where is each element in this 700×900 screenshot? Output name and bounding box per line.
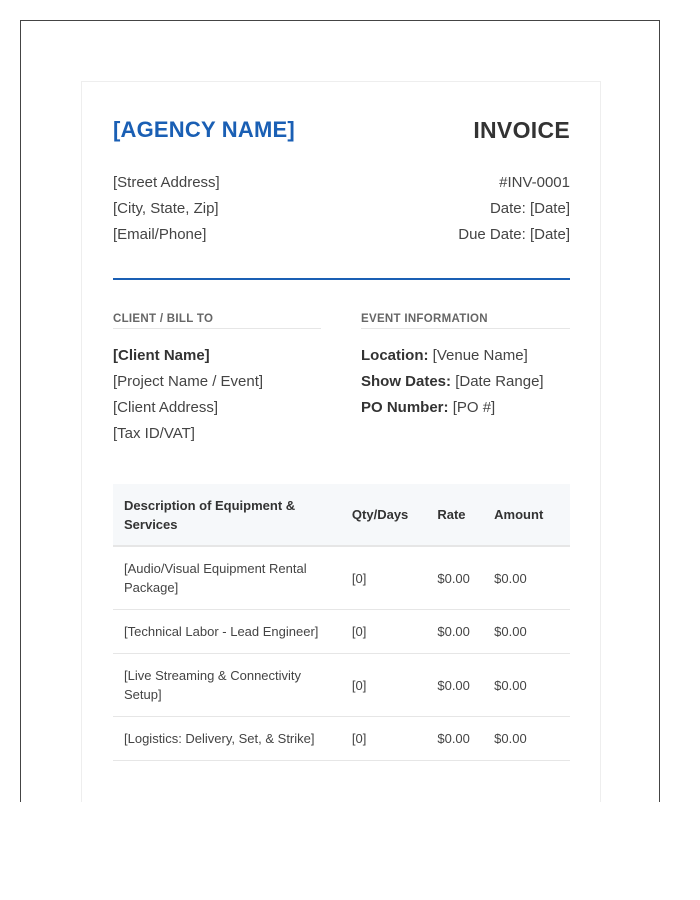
row-rate: $0.00 [426, 610, 483, 654]
client-section-heading: CLIENT / BILL TO [113, 313, 321, 329]
header-divider [113, 278, 570, 280]
table-row [113, 546, 570, 610]
email-phone: [Email/Phone] [113, 226, 207, 243]
table-header-row [113, 484, 570, 546]
event-dates [361, 369, 544, 395]
table-row [113, 610, 570, 654]
invoice-meta-block [458, 170, 570, 248]
row-amount: $0.00 [483, 654, 570, 717]
street-address: [Street Address] [113, 174, 220, 191]
table-row [113, 654, 570, 717]
client-block [113, 343, 263, 447]
tax-id: [Tax ID/VAT] [113, 425, 195, 442]
event-location [361, 343, 544, 369]
row-description: [Audio/Visual Equipment Rental Package] [113, 546, 341, 610]
row-rate: $0.00 [426, 654, 483, 717]
due-date-label: Due Date: [458, 226, 526, 243]
location-label: Location: [361, 347, 429, 364]
column-header-amount: Amount [494, 507, 544, 522]
due-date-value: [Date] [529, 226, 570, 243]
city-state-zip: [City, State, Zip] [113, 200, 219, 217]
project-name: [Project Name / Event] [113, 373, 264, 390]
row-amount: $0.00 [483, 610, 570, 654]
row-amount: $0.00 [483, 546, 570, 610]
show-dates-value: [Date Range] [455, 373, 544, 390]
row-qty: [0] [341, 546, 426, 610]
event-po [361, 395, 544, 421]
due-date [458, 222, 570, 248]
event-block [361, 343, 544, 421]
column-header-qty: Qty/Days [351, 507, 409, 522]
row-qty: [0] [341, 717, 426, 761]
column-header-description: Description of Equipment & Services [124, 497, 296, 532]
row-description: [Live Streaming & Connectivity Setup] [113, 654, 341, 717]
invoice-date [458, 196, 570, 222]
table-row [113, 717, 570, 761]
row-qty: [0] [341, 654, 426, 717]
po-number-value: [PO #] [452, 399, 496, 416]
invoice-date-value: [Date] [529, 200, 570, 217]
client-name: [Client Name] [113, 347, 210, 364]
line-items-table [113, 484, 570, 761]
row-rate: $0.00 [426, 717, 483, 761]
invoice-title: INVOICE [473, 117, 570, 143]
row-description: [Technical Labor - Lead Engineer] [113, 610, 341, 654]
location-value: [Venue Name] [432, 347, 528, 364]
row-rate: $0.00 [426, 546, 483, 610]
event-section-heading: EVENT INFORMATION [361, 313, 570, 329]
client-address: [Client Address] [113, 399, 219, 416]
row-amount: $0.00 [483, 717, 570, 761]
column-header-rate: Rate [437, 507, 466, 522]
invoice-number: #INV-0001 [499, 174, 570, 191]
po-number-label: PO Number: [361, 399, 449, 416]
invoice-date-label: Date: [489, 200, 526, 217]
agency-name: [AGENCY NAME] [113, 117, 295, 142]
show-dates-label: Show Dates: [361, 373, 452, 390]
row-description: [Logistics: Delivery, Set, & Strike] [113, 717, 341, 761]
row-qty: [0] [341, 610, 426, 654]
agency-address-block [113, 170, 220, 248]
